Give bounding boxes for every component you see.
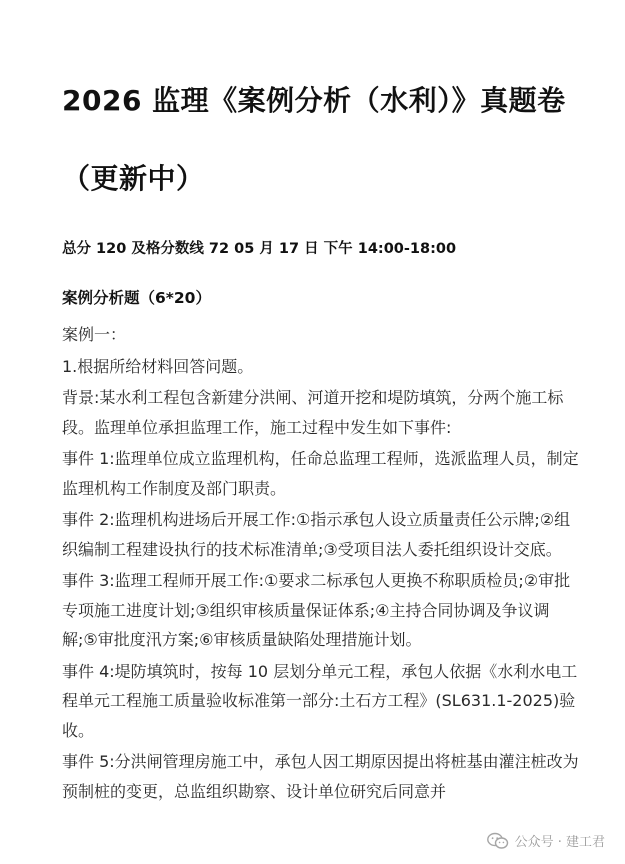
paragraph-case-label: 案例一：: [62, 325, 127, 344]
watermark-text: 公众号 · 建工君: [514, 835, 605, 850]
paragraph-event-5: 事件 5:分洪闸管理房施工中，承包人因工期原因提出将桩基由灌注桩改为预制桩的变更，总监组织勘察、设计单位研究后同意并: [62, 752, 579, 801]
exam-meta-line: 总分 120 及格分数线 72 05 月 17 日 下午 14:00-18:00: [62, 241, 457, 257]
paragraph-event-1: 事件 1:监理单位成立监理机构，任命总监理工程师，选派监理人员，制定监理机构工作制度及部门职责。: [62, 449, 579, 498]
case-body: [62, 320, 585, 806]
paragraph-event-2: 事件 2:监理机构进场后开展工作:①指示承包人设立质量责任公示牌;②组织编制工程建设执行的技术标准清单;③受项目法人委托组织设计交底。: [62, 510, 571, 559]
wechat-icon: [487, 832, 509, 850]
paragraph-event-4: 事件 4:堤防填筑时，按每 10 层划分单元工程，承包人依据《水利水电工程单元工程施工质量验收标准第一部分:土石方工程》(SL631.1-2025)验收。: [62, 661, 578, 740]
paragraph-event-3: 事件 3:监理工程师开展工作:①要求二标承包人更换不称职质检员;②审批专项施工进度计划;③组织审核质量保证体系;④主持合同协调及争议调解;⑤审批度汛方案;⑥审核质量缺陷处理措施计划。: [62, 571, 571, 649]
paragraph-background: 背景:某水利工程包含新建分洪闸、河道开挖和堤防填筑，分两个施工标段。监理单位承担监理工作，施工过程中发生如下事件:: [62, 388, 564, 437]
paragraph-question: 1.根据所给材料回答问题。: [62, 356, 254, 376]
watermark: [487, 831, 605, 850]
page-title: 2026 监理《案例分析（水利）》真题卷（更新中）: [62, 84, 566, 195]
section-heading: 案例分析题（6*20）: [62, 289, 211, 307]
